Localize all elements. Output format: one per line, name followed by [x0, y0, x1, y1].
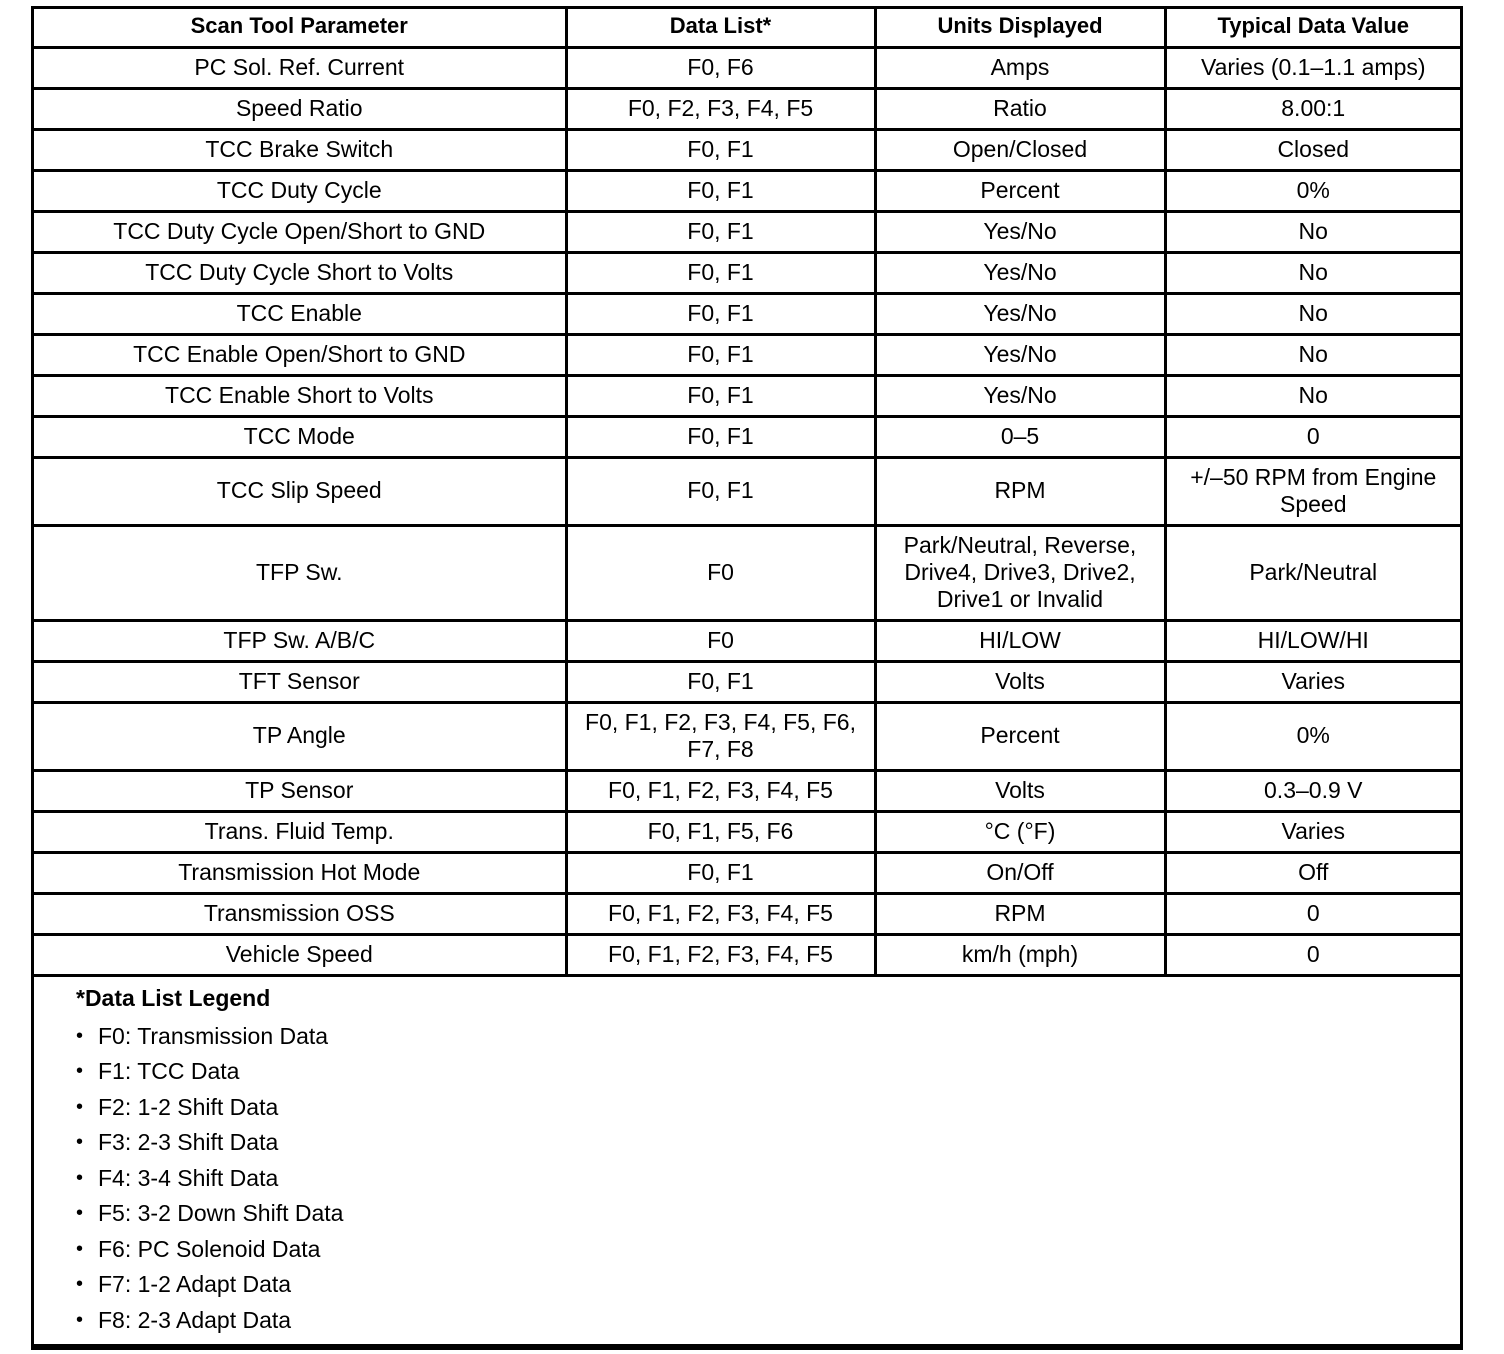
typical-value-cell: 0	[1165, 893, 1460, 934]
bullet-icon: •	[76, 1024, 84, 1047]
data-list-cell: F0, F1, F2, F3, F4, F5	[566, 893, 875, 934]
data-list-cell: F0, F1	[566, 852, 875, 893]
parameter-cell: TCC Enable Open/Short to GND	[34, 334, 566, 375]
table-row	[34, 416, 1460, 457]
typical-value-cell: No	[1165, 375, 1460, 416]
units-cell: Percent	[875, 170, 1165, 211]
typical-value-cell: 0%	[1165, 702, 1460, 770]
legend-item	[76, 1232, 1440, 1268]
table-row	[34, 893, 1460, 934]
parameter-cell: TFP Sw.	[34, 525, 566, 620]
data-list-cell: F0, F1	[566, 211, 875, 252]
parameter-cell: TCC Brake Switch	[34, 129, 566, 170]
units-cell: Yes/No	[875, 293, 1165, 334]
data-list-cell: F0, F1	[566, 129, 875, 170]
typical-value-cell: No	[1165, 252, 1460, 293]
legend-row	[34, 975, 1460, 1346]
data-list-cell: F0, F2, F3, F4, F5	[566, 88, 875, 129]
typical-value-cell: No	[1165, 293, 1460, 334]
units-cell: Yes/No	[875, 334, 1165, 375]
legend-item	[76, 1019, 1440, 1055]
typical-value-cell: HI/LOW/HI	[1165, 620, 1460, 661]
legend-item	[76, 1267, 1440, 1303]
parameter-cell: Speed Ratio	[34, 88, 566, 129]
data-list-cell: F0, F1	[566, 375, 875, 416]
parameter-cell: TCC Duty Cycle Short to Volts	[34, 252, 566, 293]
units-cell: RPM	[875, 457, 1165, 525]
units-cell: Yes/No	[875, 211, 1165, 252]
legend-item-text: F2: 1-2 Shift Data	[98, 1093, 279, 1120]
header-scan-tool-parameter: Scan Tool Parameter	[34, 9, 566, 47]
legend-item	[76, 1054, 1440, 1090]
parameter-cell: PC Sol. Ref. Current	[34, 47, 566, 88]
table-row	[34, 661, 1460, 702]
table-body	[34, 47, 1460, 975]
parameter-cell: TCC Mode	[34, 416, 566, 457]
legend-item	[76, 1161, 1440, 1197]
table-row	[34, 170, 1460, 211]
units-cell: Volts	[875, 661, 1165, 702]
table-row	[34, 811, 1460, 852]
table-row	[34, 252, 1460, 293]
scan-tool-data-document	[31, 6, 1463, 1350]
data-list-cell: F0, F1, F2, F3, F4, F5	[566, 934, 875, 975]
legend-item-text: F4: 3-4 Shift Data	[98, 1164, 279, 1191]
data-list-cell: F0, F1, F2, F3, F4, F5, F6, F7, F8	[566, 702, 875, 770]
bullet-icon: •	[76, 1273, 84, 1295]
table-row	[34, 852, 1460, 893]
legend-list	[76, 1019, 1440, 1339]
units-cell: °C (°F)	[875, 811, 1165, 852]
legend-item-text: F5: 3-2 Down Shift Data	[98, 1200, 344, 1226]
legend-item	[76, 1196, 1440, 1232]
table-row	[34, 88, 1460, 129]
bullet-icon: •	[76, 1202, 84, 1224]
units-cell: Amps	[875, 47, 1165, 88]
table-row	[34, 334, 1460, 375]
table-row	[34, 375, 1460, 416]
units-cell: HI/LOW	[875, 620, 1165, 661]
legend-cell	[34, 975, 1460, 1346]
parameter-cell: Trans. Fluid Temp.	[34, 811, 566, 852]
table-row	[34, 770, 1460, 811]
legend-item-text: F3: 2-3 Shift Data	[98, 1129, 279, 1155]
units-cell: Park/Neutral, Reverse, Drive4, Drive3, Drive2, Drive1 or Invalid	[875, 525, 1165, 620]
legend-item	[76, 1125, 1440, 1161]
table-row	[34, 457, 1460, 525]
data-list-cell: F0, F6	[566, 47, 875, 88]
bullet-icon: •	[76, 1308, 84, 1331]
bullet-icon: •	[76, 1131, 84, 1153]
scan-tool-data-table	[34, 9, 1460, 1347]
table-row	[34, 620, 1460, 661]
data-list-cell: F0	[566, 525, 875, 620]
data-list-cell: F0, F1	[566, 661, 875, 702]
header-typical-data-value: Typical Data Value	[1165, 9, 1460, 47]
table-row	[34, 129, 1460, 170]
typical-value-cell: No	[1165, 334, 1460, 375]
header-data-list: Data List*	[566, 9, 875, 47]
legend-item	[76, 1090, 1440, 1126]
data-list-cell: F0, F1	[566, 170, 875, 211]
table-row	[34, 934, 1460, 975]
table-row	[34, 525, 1460, 620]
units-cell: Ratio	[875, 88, 1165, 129]
typical-value-cell: Park/Neutral	[1165, 525, 1460, 620]
data-list-cell: F0, F1, F2, F3, F4, F5	[566, 770, 875, 811]
typical-value-cell: 0	[1165, 416, 1460, 457]
data-list-legend	[34, 977, 1460, 1345]
data-list-cell: F0, F1	[566, 334, 875, 375]
data-list-cell: F0, F1	[566, 416, 875, 457]
typical-value-cell: +/–50 RPM from Engine Speed	[1165, 457, 1460, 525]
typical-value-cell: 0%	[1165, 170, 1460, 211]
parameter-cell: TFP Sw. A/B/C	[34, 620, 566, 661]
data-list-cell: F0, F1	[566, 457, 875, 525]
header-units-displayed: Units Displayed	[875, 9, 1165, 47]
legend-title: *Data List Legend	[76, 984, 271, 1011]
bullet-icon: •	[76, 1060, 84, 1082]
units-cell: km/h (mph)	[875, 934, 1165, 975]
table-row	[34, 293, 1460, 334]
typical-value-cell: 0.3–0.9 V	[1165, 770, 1460, 811]
legend-item-text: F0: Transmission Data	[98, 1022, 329, 1049]
units-cell: Open/Closed	[875, 129, 1165, 170]
parameter-cell: TP Angle	[34, 702, 566, 770]
units-cell: Yes/No	[875, 375, 1165, 416]
data-list-cell: F0, F1	[566, 293, 875, 334]
parameter-cell: TFT Sensor	[34, 661, 566, 702]
typical-value-cell: 8.00:1	[1165, 88, 1460, 129]
parameter-cell: Transmission OSS	[34, 893, 566, 934]
data-list-cell: F0	[566, 620, 875, 661]
units-cell: Percent	[875, 702, 1165, 770]
bullet-icon: •	[76, 1166, 84, 1189]
legend-item-text: F1: TCC Data	[98, 1058, 240, 1084]
legend-item-text: F7: 1-2 Adapt Data	[98, 1271, 292, 1297]
typical-value-cell: Off	[1165, 852, 1460, 893]
units-cell: Volts	[875, 770, 1165, 811]
parameter-cell: TP Sensor	[34, 770, 566, 811]
legend-item-text: F8: 2-3 Adapt Data	[98, 1306, 292, 1333]
table-header-row	[34, 9, 1460, 47]
legend-item-text: F6: PC Solenoid Data	[98, 1235, 321, 1262]
parameter-cell: Transmission Hot Mode	[34, 852, 566, 893]
table-row	[34, 702, 1460, 770]
table-row	[34, 47, 1460, 88]
table-row	[34, 211, 1460, 252]
typical-value-cell: Varies	[1165, 811, 1460, 852]
typical-value-cell: Varies (0.1–1.1 amps)	[1165, 47, 1460, 88]
typical-value-cell: No	[1165, 211, 1460, 252]
parameter-cell: TCC Enable Short to Volts	[34, 375, 566, 416]
parameter-cell: TCC Slip Speed	[34, 457, 566, 525]
parameter-cell: TCC Enable	[34, 293, 566, 334]
legend-item	[76, 1303, 1440, 1339]
parameter-cell: TCC Duty Cycle	[34, 170, 566, 211]
units-cell: On/Off	[875, 852, 1165, 893]
units-cell: 0–5	[875, 416, 1165, 457]
typical-value-cell: Closed	[1165, 129, 1460, 170]
parameter-cell: Vehicle Speed	[34, 934, 566, 975]
data-list-cell: F0, F1, F5, F6	[566, 811, 875, 852]
bullet-icon: •	[76, 1237, 84, 1260]
parameter-cell: TCC Duty Cycle Open/Short to GND	[34, 211, 566, 252]
units-cell: Yes/No	[875, 252, 1165, 293]
data-list-cell: F0, F1	[566, 252, 875, 293]
bullet-icon: •	[76, 1095, 84, 1118]
typical-value-cell: 0	[1165, 934, 1460, 975]
units-cell: RPM	[875, 893, 1165, 934]
typical-value-cell: Varies	[1165, 661, 1460, 702]
